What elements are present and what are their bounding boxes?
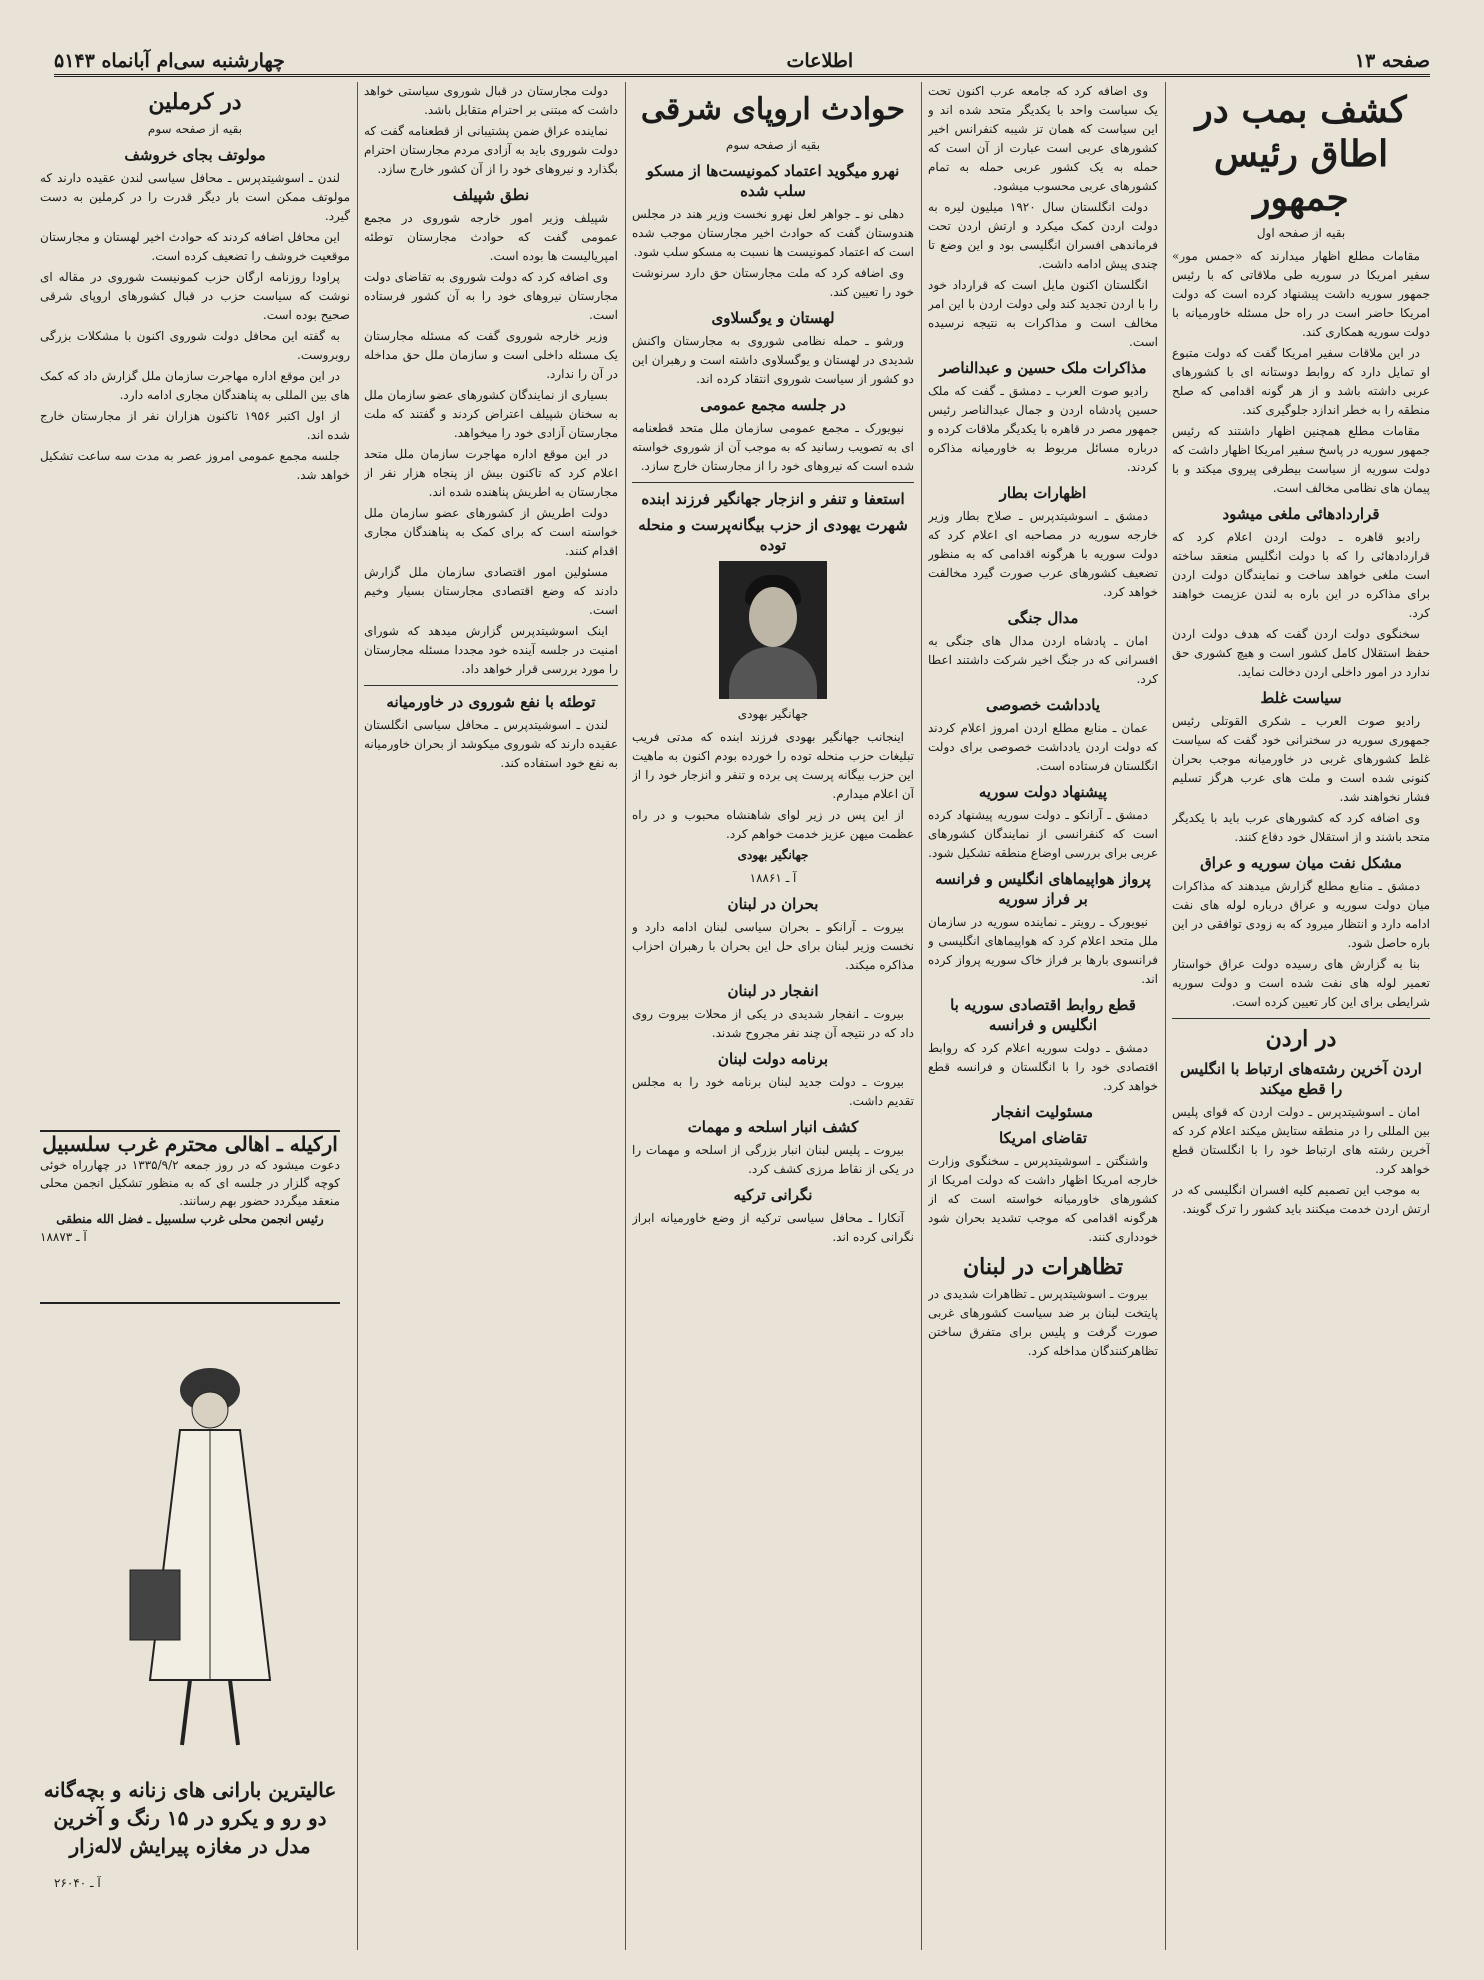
subheading: برنامه دولت لبنان <box>717 1050 829 1068</box>
ad-headline: عالیترین بارانی های زنانه و بچه‌گانه دو رو و یکرو در ۱۵ رنگ و آخرین مدل در مغازه پیرایش لاله‌زار <box>43 1778 337 1858</box>
paragraph: بیروت ـ اسوشیتدپرس ـ تظاهرات شدیدی در پایتخت لبنان بر ضد سیاست کشورهای غربی صورت گرفت و پلیس برای متفرق ساختن تظاهرکنندگان مداخله کرد. <box>928 1287 1158 1358</box>
continued-note: بقیه از صفحه اول <box>1256 226 1346 240</box>
paragraph: در این موقع اداره مهاجرت سازمان ملل گزارش داد که کمک های بین المللی به پناهندگان مجاری ادامه دارد. <box>40 369 350 402</box>
paragraph: دولت مجارستان در قبال شوروی سیاستی خواهد داشت که مبتنی بر احترام متقابل باشد. <box>364 84 618 117</box>
paragraph: دمشق ـ اسوشیتدپرس ـ صلاح بطار وزیر خارجه سوریه در مصاحبه ای اعلام کرد که دولت سوریه با هرگونه اقدامی که به منظور تضعیف کشورهای عرب صورت گیرد مخالفت خواهد کرد. <box>928 509 1158 599</box>
subheading: تظاهرات در لبنان <box>962 1254 1123 1280</box>
paragraph: نیویورک ـ رویتر ـ نماینده سوریه در سازمان ملل متحد اعلام کرد که هواپیماهای انگلیسی و فرانسوی بارها بر فراز خاک سوریه پرواز کرده اند. <box>928 915 1158 986</box>
paragraph: عمان ـ منابع مطلع اردن امروز اعلام کردند که دولت اردن یادداشت خصوصی برای دولت انگلستان فرستاده است. <box>928 721 1158 773</box>
paragraph: نماینده عراق ضمن پشتیبانی از قطعنامه گفت که دولت شوروی باید به آزادی مردم مجارستان احترام بگذارد و نیروهای خود را از آن کشور خارج سازد. <box>364 124 618 176</box>
subheading: کشف انبار اسلحه و مهمات <box>687 1118 859 1136</box>
paragraph: سخنگوی دولت اردن گفت که هدف دولت اردن حفظ استقلال کامل کشور است و هیچ کشوری حق ندارد در امور داخلی اردن دخالت نماید. <box>1172 627 1430 679</box>
paragraph: مسئولین امور اقتصادی سازمان ملل گزارش دادند که وضع اقتصادی مجارستان بسیار وخیم است. <box>364 565 618 617</box>
article-body <box>1172 247 1430 498</box>
ad-signature: رئیس انجمن محلی غرب سلسبیل ـ فضل الله منطقی <box>56 1212 324 1226</box>
continued-note: بقیه از صفحه سوم <box>725 138 821 152</box>
subheading: تقاضای امریکا <box>998 1129 1088 1147</box>
ad-title: ارکیله ـ اهالی محترم غرب سلسبیل <box>42 1132 338 1156</box>
paragraph: دمشق ـ منابع مطلع گزارش میدهند که مذاکرات میان دولت سوریه و عراق درباره لوله های نفت ادامه دارد و انتظار میرود که به زودی توافقی در این باره حاصل شود. <box>1172 879 1430 950</box>
page-header <box>54 48 1430 77</box>
ad-text: دعوت میشود که در روز جمعه ۱۳۳۵/۹/۲ در چهارراه خوئی کوچه گلزار در جلسه ای که به منظور تشکیل انجمن محلی منعقد میگردد حضور بهم رسانند. <box>40 1158 340 1208</box>
paragraph: مقامات مطلع همچنین اظهار داشتند که رئیس جمهور سوریه در پاسخ سفیر امریکا اظهار داشت که دولت سوریه از سیاست بیطرفی پیروی میکند و با پیمان های نظامی مخالف است. <box>1172 424 1430 495</box>
subheading: قطع روابط اقتصادی سوریه با انگلیس و فرانسه <box>950 996 1136 1034</box>
column-4 <box>364 82 618 1950</box>
paragraph: وی اضافه کرد که ملت مجارستان حق دارد سرنوشت خود را تعیین کند. <box>632 266 914 299</box>
subheading: پیشنهاد دولت سوریه <box>978 783 1108 801</box>
advertisement-notice <box>40 1130 340 1304</box>
subheading: مذاکرات ملک حسین و عبدالناصر <box>939 359 1147 377</box>
date-line: چهارشنبه سی‌ام آبانماه ۵۱۴۳ <box>54 50 285 72</box>
paragraph: بنا به گزارش های رسیده دولت عراق خواستار تعمیر لوله های نفت شده است و دولت سوریه شرایطی برای این کار تعیین کرده است. <box>1172 957 1430 1009</box>
paragraph: لندن ـ اسوشیتدپرس ـ محافل سیاسی لندن عقیده دارند که مولوتف ممکن است بار دیگر قدرت را در کرملین به دست گیرد. <box>40 171 350 223</box>
paragraph: وی اضافه کرد که کشورهای عرب باید با یکدیگر متحد باشند و از استقلال خود دفاع کنند. <box>1172 811 1430 844</box>
headline: حوادث اروپای شرقی <box>640 92 906 127</box>
column-2 <box>928 82 1158 1950</box>
paragraph: بسیاری از نمایندگان کشورهای عضو سازمان ملل به سخنان شپیلف اعتراض کردند و گفتند که ملت مجارستان آزادی خود را میخواهد. <box>364 388 618 440</box>
paragraph: نیویورک ـ مجمع عمومی سازمان ملل متحد قطعنامه ای به تصویب رسانید که به موجب آن از شوروی خواسته شده است که نیروهای خود را از مجارستان خارج سازد. <box>632 421 914 473</box>
paragraph: رادیو صوت العرب ـ دمشق ـ گفت که ملک حسین پادشاه اردن و جمال عبدالناصر رئیس جمهور مصر در قاهره با یکدیگر ملاقات کرده و درباره مسائل مربوط به خاورمیانه مذاکره کردند. <box>928 384 1158 474</box>
main-headline: کشف بمب در اطاق رئیس جمهور <box>1195 89 1407 219</box>
column-3 <box>632 82 914 1950</box>
paragraph: جلسه مجمع عمومی امروز عصر به مدت سه ساعت تشکیل خواهد شد. <box>40 449 350 482</box>
paragraph: واشنگتن ـ اسوشیتدپرس ـ سخنگوی وزارت خارجه امریکا اظهار داشت که دولت امریکا از کشورهای خاورمیانه خواسته است که از هرگونه اقدامی که موجب تشدید بحران شود خودداری کنند. <box>928 1154 1158 1244</box>
headline: در کرملین <box>148 89 242 115</box>
subheading: قراردادهائی ملغی میشود <box>1222 505 1380 523</box>
paragraph: ورشو ـ حمله نظامی شوروی به مجارستان واکنش شدیدی در لهستان و یوگسلاوی داشته است و رهبران این دو کشور از سیاست شوروی انتقاد کرده اند. <box>632 334 914 386</box>
column-1 <box>1172 82 1430 1950</box>
subheading: نطق شپیلف <box>452 186 530 204</box>
column-5 <box>40 82 350 1120</box>
paragraph: امان ـ پادشاه اردن مدال های جنگی به افسرانی که در جنگ اخیر شرکت داشتند اعطا کرد. <box>928 634 1158 686</box>
paragraph: در این موقع اداره مهاجرت سازمان ملل متحد اعلام کرد که تاکنون بیش از پنجاه هزار نفر از مجارستان به اطریش پناهنده شده اند. <box>364 447 618 499</box>
subheading: پرواز هواپیماهای انگلیس و فرانسه بر فراز سوریه <box>935 870 1151 908</box>
paragraph: بیروت ـ آرانکو ـ بحران سیاسی لبنان ادامه دارد و نخست وزیر لبنان برای حل این بحران با رهبران احزاب مذاکره میکند. <box>632 920 914 972</box>
paragraph: وی اضافه کرد که جامعه عرب اکنون تحت یک سیاست واحد با یکدیگر متحد شده اند و این سیاست که همان تز شیبه کنفرانس اخیر کشورهای عربی است عبارت از آن است که حمله به یک کشور عربی حمله به تمام کشورهای عربی محسوب میشود. <box>928 84 1158 193</box>
paragraph: دهلی نو ـ جواهر لعل نهرو نخست وزیر هند در مجلس هندوستان گفت که حوادث اخیر مجارستان موجب شده است که اعتماد کمونیست ها نسبت به مسکو سلب شود. <box>632 207 914 259</box>
paragraph: در این ملاقات سفیر امریکا گفت که دولت متبوع او تمایل دارد که روابط دوستانه ای با کشورهای عربی داشته باشد و از هر گونه اقدامی که صلح منطقه را به خطر اندازد جلوگیری کند. <box>1172 346 1430 417</box>
paragraph: اینک اسوشیتدپرس گزارش میدهد که شورای امنیت در جلسه آینده خود مجددا مسئله مجارستان را مورد بررسی قرار خواهد داد. <box>364 624 618 676</box>
subheading: توطئه با نفع شوروی در خاورمیانه <box>386 693 596 711</box>
subheading: یادداشت خصوصی <box>985 696 1101 714</box>
ad-code: آ ـ ۲۶۰۴۰ <box>54 1876 101 1890</box>
paragraph: از اول اکتبر ۱۹۵۶ تاکنون هزاران نفر از مجارستان خارج شده اند. <box>40 409 350 442</box>
subheading: لهستان و یوگسلاوی <box>711 309 835 327</box>
paragraph: وی اضافه کرد که دولت شوروی به تقاضای دولت مجارستان نیروهای خود را به آن کشور فرستاده است. <box>364 270 618 322</box>
continued-note: بقیه از صفحه سوم <box>147 122 243 136</box>
subheading: اردن آخرین رشته‌های ارتباط با انگلیس را قطع میکند <box>1180 1060 1422 1098</box>
subheading: نهرو میگوید اعتماد کمونیست‌ها از مسکو سلب شده <box>646 162 900 200</box>
paragraph: بیروت ـ پلیس لبنان انبار بزرگی از اسلحه و مهمات را در یکی از نقاط مرزی کشف کرد. <box>632 1143 914 1176</box>
subheading: در جلسه مجمع عمومی <box>700 396 846 414</box>
subheading: انفجار در لبنان <box>727 982 819 1000</box>
subheading: مولوتف بجای خروشف <box>124 146 266 164</box>
paragraph: به موجب این تصمیم کلیه افسران انگلیسی که در ارتش اردن خدمت میکنند باید کشور را ترک گویند. <box>1172 1183 1430 1216</box>
subheading: اظهارات بطار <box>999 484 1087 502</box>
subheading: مسئولیت انفجار <box>992 1103 1094 1121</box>
subheading: شهرت یهودی از حزب بیگانه‌پرست و منحله توده <box>638 516 908 554</box>
paper-name: اطلاعات <box>786 50 854 72</box>
paragraph: دولت اطریش از کشورهای عضو سازمان ملل خواسته است که برای کمک به پناهندگان مجاری اقدام کنند. <box>364 506 618 558</box>
paragraph: از این پس در زیر لوای شاهنشاه محبوب و در راه عظمت میهن عزیز خدمت خواهم کرد. <box>632 808 914 841</box>
paragraph: آنکارا ـ محافل سیاسی ترکیه از وضع خاورمیانه ابراز نگرانی کرده اند. <box>632 1211 914 1244</box>
paragraph: بیروت ـ انفجار شدیدی در یکی از محلات بیروت روی داد که در نتیجه آن چند نفر مجروح شدند. <box>632 1007 914 1040</box>
subheading: بحران در لبنان <box>727 895 819 913</box>
paragraph: به گفته این محافل دولت شوروی اکنون با مشکلات بزرگی روبروست. <box>40 329 350 362</box>
subheading: استعفا و تنفر و انزجار جهانگیر فرزند ابنده <box>641 490 905 508</box>
paragraph: شپیلف وزیر امور خارجه شوروی در مجمع عمومی گفت که حوادث مجارستان توطئه امپریالیست ها بوده است. <box>364 211 618 263</box>
paragraph: رادیو صوت العرب ـ شکری القوتلی رئیس جمهوری سوریه در سخنرانی خود گفت که سیاست غلط کشورهای غربی در خاورمیانه موجب بحران کنونی شده است و ملت های عرب هرگز تسلیم فشار نخواهند شد. <box>1172 714 1430 804</box>
paragraph: این محافل اضافه کردند که حوادث اخیر لهستان و مجارستان موقعیت خروشف را تضعیف کرده است. <box>40 230 350 263</box>
ad-code: آ ـ ۱۸۸۷۳ <box>40 1230 87 1244</box>
portrait-photo <box>719 561 827 699</box>
paragraph: وزیر خارجه شوروی گفت که مسئله مجارستان یک مسئله داخلی است و سازمان ملل حق مداخله در آن را ندارد. <box>364 329 618 381</box>
paragraph: مقامات مطلع اظهار میدارند که «جمس مور» سفیر امریکا در سوریه طی ملاقاتی که با رئیس جمهور سوریه داشت پیشنهاد کرده است که دولت امریکا حاضر است در راه حل مسئله خاورمیانه با دولت سوریه همکاری کند. <box>1172 249 1430 339</box>
raincoat-advertisement <box>40 1310 340 1930</box>
paragraph: رادیو قاهره ـ دولت اردن اعلام کرد که قراردادهائی را که با دولت انگلیس منعقد ساخته است ملغی خواهد ساخت و نمایندگان دولت اردن برای مذاکره در این باره به لندن عزیمت خواهند کرد. <box>1172 530 1430 620</box>
paragraph: انگلستان اکنون مایل است که قرارداد خود را با اردن تجدید کند ولی دولت اردن با این امر مخالف است و مذاکرات به نتیجه نرسیده است. <box>928 278 1158 349</box>
paragraph: پراودا روزنامه ارگان حزب کمونیست شوروی در مقاله ای نوشت که سیاست حزب در قبال کشورهای اروپای شرقی صحیح بوده است. <box>40 270 350 322</box>
paragraph: دمشق ـ آرانکو ـ دولت سوریه پیشنهاد کرده است که کنفرانسی از نمایندگان کشورهای عربی برای بررسی اوضاع منطقه تشکیل شود. <box>928 808 1158 860</box>
subheading: در اردن <box>1265 1026 1337 1052</box>
subheading: مشکل نفت میان سوریه و عراق <box>1200 854 1402 872</box>
paragraph: دولت انگلستان سال ۱۹۲۰ میلیون لیره به دولت اردن کمک میکرد و ارتش اردن تحت فرماندهی افسران انگلیسی بود و این وضع تا چندی پیش ادامه داشت. <box>928 200 1158 271</box>
paragraph: امان ـ اسوشیتدپرس ـ دولت اردن که قوای پلیس بین المللی را در منطقه ستایش میکند اعلام کرد که آخرین رشته های ارتباط خود را با انگلستان قطع خواهد کرد. <box>1172 1105 1430 1176</box>
paragraph: بیروت ـ دولت جدید لبنان برنامه خود را به مجلس تقدیم داشت. <box>632 1075 914 1108</box>
page-number: صفحه ۱۳ <box>1354 50 1430 72</box>
paragraph: دمشق ـ دولت سوریه اعلام کرد که روابط اقتصادی خود را با انگلستان و فرانسه قطع خواهد کرد. <box>928 1041 1158 1093</box>
photo-caption: جهانگیر بهودی <box>737 707 809 721</box>
notice-code: آ ـ ۱۸۸۶۱ <box>749 871 797 885</box>
paragraph: اینجانب جهانگیر بهودی فرزند ابنده که مدتی فریب تبلیغات حزب منحله توده را خورده بودم اکنون به ماهیت این حزب بیگانه پرست پی برده و تنفر و انزجار خود را از آن اعلام میدارم. <box>632 730 914 801</box>
woman-figure-illustration <box>110 1350 290 1750</box>
signature: جهانگیر بهودی <box>737 848 809 862</box>
subheading: مدال جنگی <box>1007 609 1079 627</box>
paragraph: لندن ـ اسوشیتدپرس ـ محافل سیاسی انگلستان عقیده دارند که شوروی میکوشد از بحران خاورمیانه به نفع خود استفاده کند. <box>364 718 618 770</box>
subheading: نگرانی ترکیه <box>733 1186 813 1204</box>
subheading: سیاست غلط <box>1260 689 1342 707</box>
